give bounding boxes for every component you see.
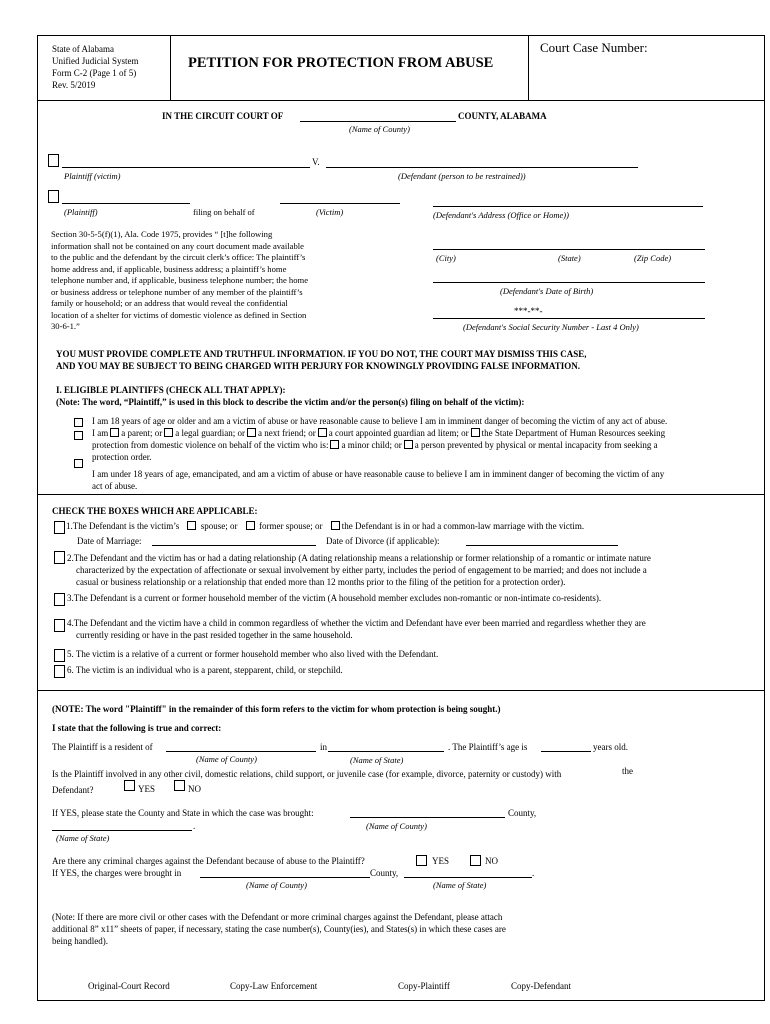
eligible-item-2-f: the State Department of Human Resources seeking [481,428,666,438]
relationship-6-checkbox[interactable] [54,665,65,678]
footer-copy-plaintiff: Copy-Plaintiff [398,981,450,991]
case-number-label: Court Case Number: [540,40,648,55]
resident-state-caption: (Name of State) [350,755,404,765]
header-bottom-line [37,100,765,101]
case-county-question: If YES, please state the County and State in which the case was brought: [52,808,314,818]
attach-note-line-1: (Note: If there are more civil or other cases with the Defendant or more criminal charges against the Defendant, please attach [52,912,503,922]
header-form: Form C-2 (Page 1 of 5) [52,68,137,78]
warning-line-1: YOU MUST PROVIDE COMPLETE AND TRUTHFUL INFORMATION. IF YOU DO NOT, THE COURT MAY DISMISS THIS CASE, [56,349,587,359]
applicable-heading: CHECK THE BOXES WHICH ARE APPLICABLE: [52,506,258,516]
age-label: . The Plaintiff’s age is [448,742,528,752]
header-system: Unified Judicial System [52,56,139,66]
resident-in-label: in [320,742,328,752]
relationship-4-checkbox[interactable] [54,619,65,632]
resident-state-input[interactable] [328,751,444,752]
header-divider-left [170,35,171,100]
defendant-input[interactable] [326,167,638,168]
plaintiff-victim-caption: Plaintiff (victim) [64,171,121,181]
zip-caption: (Zip Code) [634,253,672,263]
criminal-yes-label: YES [432,856,450,866]
court-line-prefix: IN THE CIRCUIT COURT OF [162,111,284,121]
header-divider-right [528,35,529,100]
relationship-5: 5. The victim is a relative of a current or former household member who also lived with the Defendant. [67,649,439,659]
criminal-question: Are there any criminal charges against the Defendant because of abuse to the Plaintiff? [52,856,365,866]
court-county-caption: (Name of County) [349,124,410,134]
relationship-2-line-1: 2.The Defendant and the victim has or had a dating relationship (A dating relationship means a relationship or former relationship of a romantic or intimate nature [67,553,651,563]
marriage-date-input[interactable] [152,545,316,546]
criminal-yes-checkbox[interactable] [416,855,427,866]
defendant-address-input[interactable] [433,206,703,207]
eligible-item-1: I am 18 years of age or older and am a victim of abuse or have reasonable cause to believe I am in imminent danger of becoming the victim of any act of abuse. [92,416,668,426]
parent-checkbox[interactable] [110,428,119,437]
relationship-1-c: former spouse; or [258,521,323,531]
defendant-question-label: Defendant? [52,785,94,795]
divorce-date-label: Date of Divorce (if applicable): [326,536,440,546]
relationship-2-line-3: casual or business relationship or a relationship that ended more than 12 months prior to the filing of the petition for a protection order). [76,577,566,587]
eligible-item-2-b: a parent; or [121,428,163,438]
eligible-item-2-line-2 [92,440,658,450]
versus-label: V. [312,157,320,167]
page-title: PETITION FOR PROTECTION FROM ABUSE [188,55,494,71]
resident-label: The Plaintiff is a resident of [52,742,153,752]
case-county-caption: (Name of County) [366,821,427,831]
case-state-input[interactable] [52,830,192,831]
attach-note-line-3: being handled). [52,936,108,946]
header-state: State of Alabama [52,44,114,54]
plaintiff-note: (NOTE: The word "Plaintiff" in the remainder of this form refers to the victim for whom protection is being sought.) [52,704,501,714]
charges-county-suffix: County, [370,868,399,878]
defendant-caption: (Defendant (person to be restrained)) [398,171,526,181]
eligible-item-2-line2-c: a person prevented by physical or mental incapacity from seeking a [414,440,658,450]
defendant-ssn-input[interactable] [433,318,705,319]
section-divider-2 [37,690,765,691]
relationship-1-d: the Defendant is in or had a common-law marriage with the victim. [341,521,585,531]
marriage-date-label: Date of Marriage: [77,536,142,546]
charges-county-caption: (Name of County) [246,880,307,890]
victim-input[interactable] [280,203,400,204]
criminal-no-checkbox[interactable] [470,855,481,866]
case-county-input[interactable] [350,817,505,818]
defendant-dob-input[interactable] [433,282,705,283]
resident-county-input[interactable] [166,751,316,752]
footer-original-court: Original-Court Record [88,981,170,991]
header-rev: Rev. 5/2019 [52,80,96,90]
relationship-6: 6. The victim is an individual who is a parent, stepparent, child, or stepchild. [67,665,343,675]
case-state-period: . [193,821,196,831]
other-cases-yes-checkbox[interactable] [124,780,135,791]
plaintiff-caption: (Plaintiff) [64,207,98,217]
relationship-5-checkbox[interactable] [54,649,65,662]
confidential-note: Section 30-5-5(f)(1), Ala. Code 1975, provides “ [t]he following information shall not be contained on any court document made available to the public and the defendant by the circuit clerk’s office: The plaintiff’s home address and, if applicable, business address; a plaintiff’s home telephone number and, if applicable, business telephone number; the home or business address or telephone number of any member of the plaintiff’s family or household; or an address that would reveal the confidential location of a shelter for victims of domestic violence as defined in Section 30-6-1.” [51,229,309,331]
victim-caption: (Victim) [316,207,344,217]
years-old-label: years old. [593,742,628,752]
ssn-mask: ***-**- [514,306,543,316]
charges-label: If YES, the charges were brought in [52,868,182,878]
legal-guardian-checkbox[interactable] [164,428,173,437]
section-divider-1 [37,494,765,495]
relationship-2-checkbox[interactable] [54,551,65,564]
next-friend-checkbox[interactable] [247,428,256,437]
case-county-suffix: County, [508,808,537,818]
relationship-1-b: spouse; or [200,521,238,531]
eligible-item-2-line2-a: protection from domestic violence on behalf of the victim who is: [92,440,329,450]
spouse-checkbox[interactable] [187,521,196,530]
eligible-item-3-line-1: I am under 18 years of age, emancipated, and am a victim of abuse or have reasonable cause to believe I am in imminent danger of becoming the victim of any [92,469,665,479]
charges-state-caption: (Name of State) [433,880,487,890]
resident-county-caption: (Name of County) [196,754,257,764]
divorce-date-input[interactable] [466,545,618,546]
charges-state-period: . [532,868,535,878]
other-cases-yes-label: YES [138,784,156,794]
former-spouse-checkbox[interactable] [246,521,255,530]
charges-county-input[interactable] [200,877,370,878]
case-state-caption: (Name of State) [56,833,110,843]
charges-state-input[interactable] [404,877,532,878]
state-caption: (State) [558,253,581,263]
eligible-item-3-line-2: act of abuse. [92,481,138,491]
relationship-3: 3.The Defendant is a current or former household member of the victim (A household member excludes non-romantic or non-intimate co-residents). [67,593,602,603]
court-county-input[interactable] [300,121,456,122]
defendant-city-state-zip-input[interactable] [433,249,705,250]
relationship-2-line-2: characterized by the expectation of affectionate or sexual involvement by either party, includes the period of engagement to be married; and does not include a [76,565,647,575]
defendant-address-caption: (Defendant's Address (Office or Home)) [433,210,569,220]
guardian-ad-litem-checkbox[interactable] [318,428,327,437]
relationship-1-row [66,521,584,531]
eligible-18-checkbox[interactable] [74,418,83,427]
plaintiff-input[interactable] [62,203,190,204]
case-number-field[interactable] [540,58,758,94]
dob-caption: (Defendant's Date of Birth) [500,286,594,296]
eligible-item-2-a: I am [92,428,109,438]
eligible-item-2-line2-b: a minor child; or [341,440,402,450]
eligible-item-2-line-3: protection order. [92,452,152,462]
eligible-item-2-d: a next friend; or [257,428,316,438]
city-caption: (City) [436,253,456,263]
relationship-1-a: 1.The Defendant is the victim’s [66,521,180,531]
other-cases-question: Is the Plaintiff involved in any other civil, domestic relations, child support, or juvenile case (for example, divorce, paternity or custody) with [52,769,562,779]
court-line-suffix: COUNTY, ALABAMA [458,111,547,121]
eligible-note: (Note: The word, “Plaintiff,” is used in this block to describe the victim and/or the person(s) filing on behalf of the victim): [56,397,525,407]
filing-on-behalf-label: filing on behalf of [193,207,255,217]
eligible-behalf-checkbox[interactable] [74,431,83,440]
eligible-heading: I. ELIGIBLE PLAINTIFFS (CHECK ALL THAT APPLY): [56,385,286,395]
footer-copy-defendant: Copy-Defendant [511,981,571,991]
other-cases-the: the [622,766,633,776]
ssn-caption: (Defendant's Social Security Number - Last 4 Only) [463,322,639,332]
age-input[interactable] [541,751,591,752]
relationship-4-line-2: currently residing or have in the past resided together in the same household. [76,630,353,640]
criminal-no-label: NO [485,856,498,866]
common-law-checkbox[interactable] [331,521,340,530]
eligible-item-2-e: a court appointed guardian ad litem; or [328,428,469,438]
incapacity-checkbox[interactable] [404,440,413,449]
plaintiff-victim-input[interactable] [62,167,310,168]
eligible-item-2-row [92,428,665,438]
footer-copy-law: Copy-Law Enforcement [230,981,318,991]
eligible-item-2-c: a legal guardian; or [175,428,245,438]
true-correct-label: I state that the following is true and correct: [52,723,222,733]
eligible-under-18-checkbox[interactable] [74,459,83,468]
other-cases-no-label: NO [188,784,201,794]
relationship-3-checkbox[interactable] [54,593,65,606]
minor-child-checkbox[interactable] [330,440,339,449]
plaintiff-behalf-checkbox[interactable] [48,190,59,203]
dhr-checkbox[interactable] [471,428,480,437]
other-cases-no-checkbox[interactable] [174,780,185,791]
attach-note-line-2: additional 8” x11” sheets of paper, if necessary, stating the case number(s), County(ies), and States(s) in which these cases are [52,924,506,934]
relationship-1-checkbox[interactable] [54,521,65,534]
plaintiff-victim-checkbox[interactable] [48,154,59,167]
warning-line-2: AND YOU MAY BE SUBJECT TO BEING CHARGED WITH PERJURY FOR KNOWINGLY PROVIDING FALSE INFORMATION. [56,361,580,371]
relationship-4-line-1: 4.The Defendant and the victim have a child in common regardless of whether the victim and Defendant have ever been married and regardless whether they are [67,618,646,628]
